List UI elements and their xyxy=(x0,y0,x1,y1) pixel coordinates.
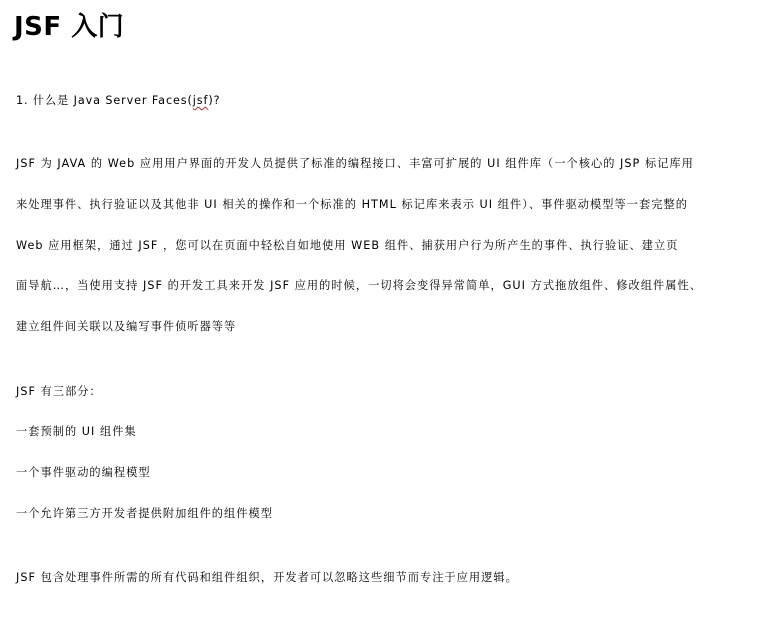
intro-line-2: 来处理事件、执行验证以及其他非 UI 相关的操作和一个标准的 HTML 标记库来表示 UI 组件）、事件驱动模型等一套完整的 xyxy=(16,198,688,211)
question-line xyxy=(16,94,220,108)
part-item-2: 一个事件驱动的编程模型 xyxy=(16,466,151,479)
closing-paragraph: JSF 包含处理事件所需的所有代码和组件组织，开发者可以忽略这些细节而专注于应用逻辑。 xyxy=(16,571,518,584)
question-suffix: )? xyxy=(208,94,221,107)
intro-line-3: Web 应用框架，通过 JSF ，您可以在页面中轻松自如地使用 WEB 组件、捕获用户行为所产生的事件、执行验证、建立页 xyxy=(16,239,679,252)
question-prefix: 1. 什么是 Java Server Faces( xyxy=(16,94,193,107)
parts-heading: JSF 有三部分： xyxy=(16,385,102,398)
document-title: JSF 入门 xyxy=(14,12,125,42)
part-item-3: 一个允许第三方开发者提供附加组件的组件模型 xyxy=(16,507,273,520)
part-item-1: 一套预制的 UI 组件集 xyxy=(16,425,137,438)
intro-line-4: 面导航…，当使用支持 JSF 的开发工具来开发 JSF 应用的时候，一切将会变得异常简单，GUI 方式拖放组件、修改组件属性、 xyxy=(16,279,702,292)
question-term: jsf xyxy=(192,94,209,107)
intro-line-5: 建立组件间关联以及编写事件侦听器等等 xyxy=(16,320,237,333)
intro-line-1: JSF 为 JAVA 的 Web 应用用户界面的开发人员提供了标准的编程接口、丰富可扩展的 UI 组件库（一个核心的 JSP 标记库用 xyxy=(16,157,694,170)
